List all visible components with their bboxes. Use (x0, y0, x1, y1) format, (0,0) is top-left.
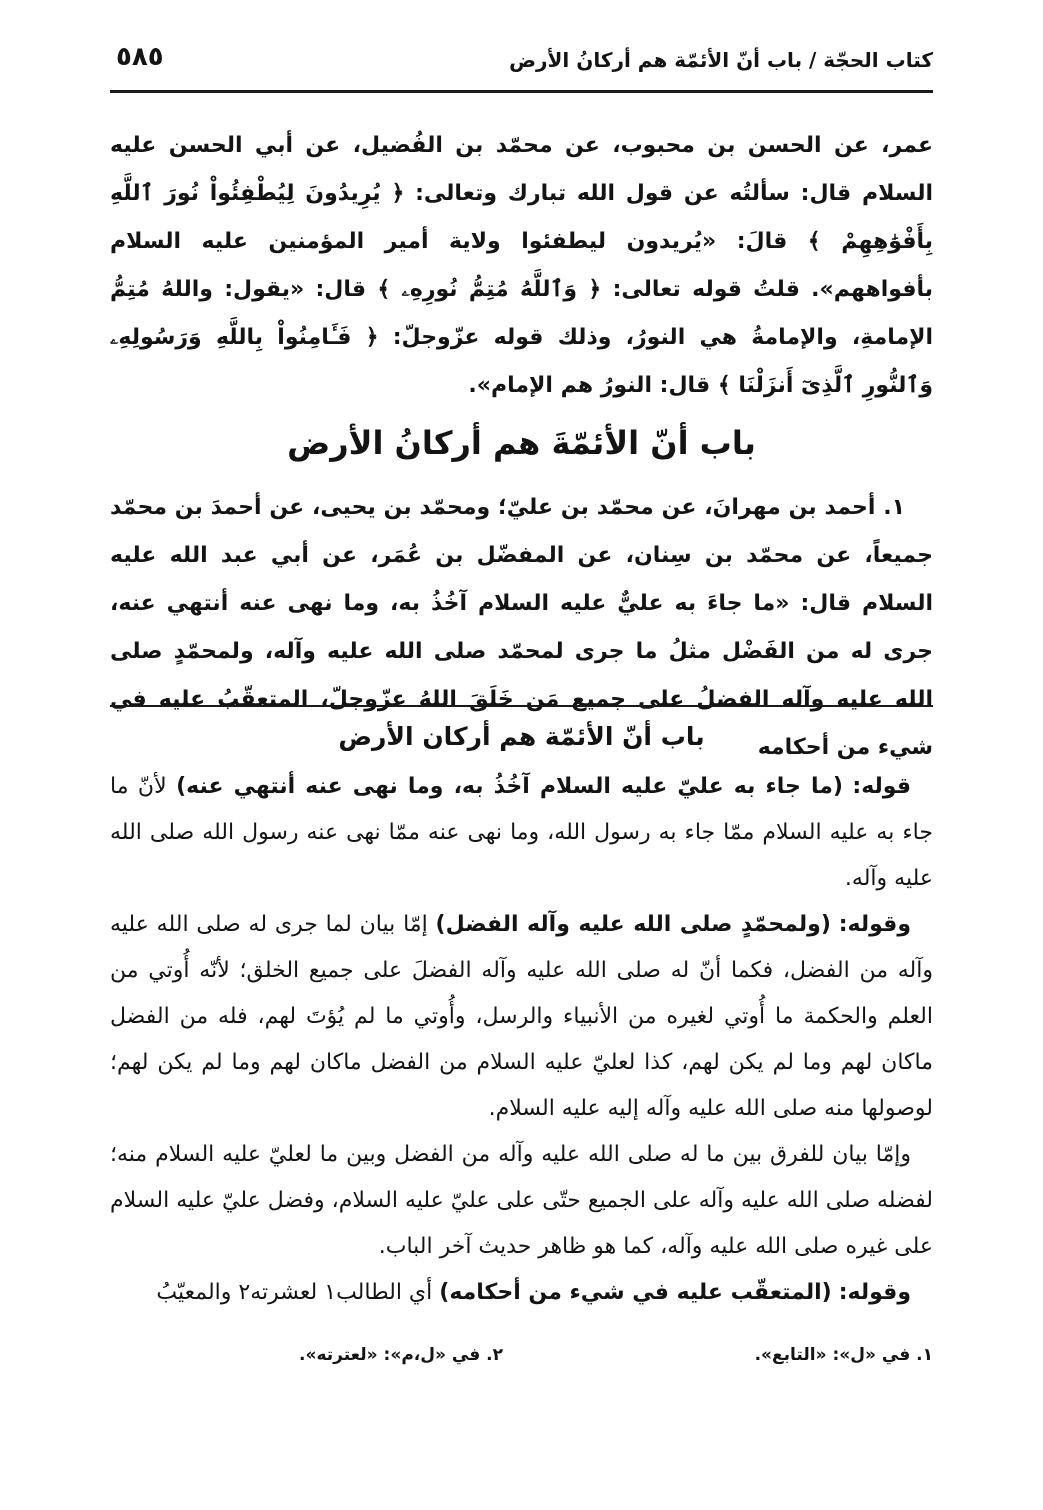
footnote-2: ٢. في «ل،م»: «لعترته». (299, 1345, 503, 1365)
footnote-1: ١. في «ل»: «التابع». (754, 1345, 933, 1365)
hadith-paragraph: ١. أحمد بن مهرانَ، عن محمّد بن عليّ؛ ومحمّد بن يحيى، عن أحمدَ بن محمّد جميعاً، عن محمّد بن سِنان، عن المفضّل بن عُمَر، عن أبي عبد الله عليه السلام قال: «ما جاءَ به عليٌّ عليه السلام آخُذُ به، وما نهى عنه أنتهي عنه، جرى له من الفَضْل مثلُ ما جرى لمحمّد صلى الله عليه وآله، ولمحمّدٍ صلى الله عليه وآله الفضلُ على جميع مَن خَلَقَ اللهُ عزّوجلّ، المتعقّبُ عليه في شيء من أحكامه (110, 495, 933, 760)
commentary-paragraph-2 (110, 902, 933, 1132)
main-text (110, 122, 933, 410)
page-header (110, 36, 933, 93)
commentary-quote: (ولمحمّدٍ صلى الله عليه وآله الفضل) (435, 912, 831, 937)
commentary-lead: وقوله: (838, 1280, 911, 1305)
page-number: ٥٨٥ (116, 42, 164, 72)
commentary-text: لأنّ ما جاء به عليه السلام ممّا جاء به رسول الله، وما نهى عنه ممّا نهى عنه رسول الله صلى الله عليه وآله. (110, 774, 933, 891)
commentary-divider (110, 705, 933, 707)
commentary-lead: قوله: (852, 774, 911, 799)
chapter-title: باب أنّ الأئمّةَ هم أركانُ الأرض (287, 424, 756, 462)
commentary-quote: (ما جاء به عليّ عليه السلام آخُذُ به، وما نهى عنه أنتهي عنه) (176, 774, 843, 799)
footnotes (110, 1345, 933, 1385)
commentary-text: أي الطالب١ لعشرته٢ والمعيّبُ (156, 1280, 433, 1305)
commentary-lead: وقوله: (838, 912, 912, 937)
opening-paragraph: عمر، عن الحسن بن محبوب، عن محمّد بن الفُضيل، عن أبي الحسن عليه السلام قال: سألتُه عن قول الله تبارك وتعالى: ﴿ يُرِيدُونَ لِيُطْفِئُواْ نُورَ ٱللَّهِ بِأَفْوَٰهِهِمْ ﴾ قالَ: «يُريدون ليطفئوا ولاية أمير المؤمنين عليه السلام بأفواههم». قلتُ قوله تعالى: ﴿ وَٱللَّهُ مُتِمُّ نُورِهِۦ ﴾ قال: «يقول: واللهُ مُتِمُّ الإمامةِ، والإمامةُ هي النورُ، وذلك قوله عزّوجلّ: ﴿ فَـَٔامِنُواْ بِاللَّهِ وَرَسُولِهِۦ وَٱلنُّورِ ٱلَّذِىٓ أَنزَلْنَا ﴾ قال: النورُ هم الإمام». (110, 133, 933, 398)
commentary-paragraph-3: وإمّا بيان للفرق بين ما له صلى الله عليه وآله من الفضل وبين ما لعليّ عليه السلام منه؛ لفضله صلى الله عليه وآله على الجميع حتّى على عليّ عليه السلام، وفضل عليّ عليه السلام على غيره صلى الله عليه وآله، كما هو ظاهر حديث آخر الباب. (110, 1142, 933, 1259)
running-title: كتاب الحجّة / باب أنّ الأئمّة هم أركانُ الأرض (509, 48, 933, 72)
commentary-title: باب أنّ الأئمّة هم أركان الأرض (338, 722, 705, 751)
commentary-paragraph-1 (110, 764, 933, 902)
commentary-paragraph-4 (110, 1270, 933, 1316)
commentary-text: إمّا بيان لما جرى له صلى الله عليه وآله من الفضل، فكما أنّ له صلى الله عليه وآله الفضلَ على جميع الخلق؛ لأنّه أُوتي من العلم والحكمة ما أُوتي لغيره من الأنبياء والرسل، وأُوتي ما لم يُؤتَ لهم، فله من الفضل ماكان لهم وما لم يكن لهم، كذا لعليّ عليه السلام من الفضل ماكان لهم وما لم يكن لهم؛ لوصولها منه صلى الله عليه وآله إليه عليه السلام. (110, 912, 933, 1121)
commentary-quote: (المتعقّب عليه في شيء من أحكامه) (439, 1280, 832, 1305)
commentary-section (110, 764, 933, 1316)
